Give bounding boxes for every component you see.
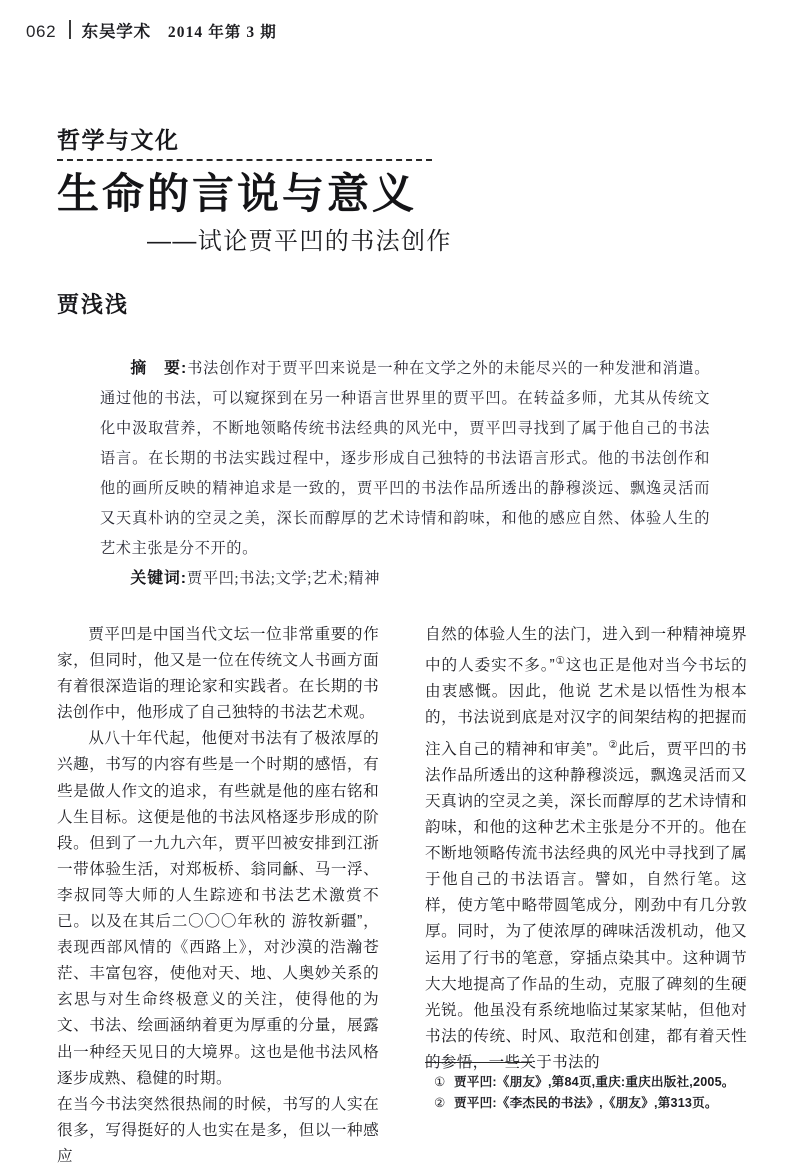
section-kicker: 哲学与文化 <box>57 127 180 153</box>
footnote-item <box>425 1093 747 1114</box>
abstract-block <box>100 354 710 594</box>
paragraph-segment: 这也正是他对当今书坛的由衷感慨。因此，他说 艺术是以悟性为根本的，书法说到底是对汉字的间架结构的把握而注入自己的精神和审美”。 <box>425 657 747 758</box>
page-folio: 062 <box>26 22 57 41</box>
journal-name: 东吴学术 <box>81 23 151 41</box>
abstract-text: 书法创作对于贾平凹来说是一种在文学之外的未能尽兴的一种发泄和消遣。通过他的书法，可以窥探到在另一种语言世界里的贾平凹。在转益多师，尤其从传统文化中汲取营养，不断地领略传统书法经典的风光中，贾平凹寻找到了属于他自己的书法语言。在长期的书法实践过程中，逐步形成自己独特的书法语言形式。他的书法创作和他的画所反映的精神追求是一致的，贾平凹的书法作品所透出的静穆淡远、飘逸灵活而又天真朴讷的空灵之美，深长而醇厚的艺术诗情和韵味，和他的感应自然、体验人生的艺术主张是分不开的。 <box>100 360 710 557</box>
paragraph: 从八十年代起，他便对书法有了极浓厚的兴趣，书写的内容有些是一个时期的感悟，有些是做人作文的追求，有些就是他的座右铭和人生目标。这便是他的书法风格逐步形成的阶段。但到了一九九六年，贾平凹被安排到江浙一带体验生活，对郑板桥、翁同龢、马一浮、李叔同等大师的人生踪迹和书法艺术激赏不已。以及在其后二〇〇〇年秋的 游牧新疆”，表现西部风情的《西路上》，对沙漠的浩瀚苍茫、丰富包容，使他对天、地、人奥妙关系的玄思与对生命终极意义的关注，使得他的为文、书法、绘画涵纳着更为厚重的分量，展露出一种经天见日的大境界。这也是他书法风格逐步成熟、稳健的时期。 <box>57 730 379 1087</box>
footnotes-block <box>425 1062 747 1114</box>
footnote-reference-1[interactable]: ① <box>555 655 566 668</box>
footnote-separator-rule <box>425 1062 532 1063</box>
footnote-reference-2[interactable]: ② <box>608 738 619 751</box>
footnote-marker: ① <box>434 1075 446 1089</box>
paragraph <box>425 622 747 1076</box>
right-column <box>425 622 747 1076</box>
title-block <box>57 128 747 319</box>
paragraph: 贾平凹是中国当代文坛一位非常重要的作家，但同时，他又是一位在传统文人书画方面有着很深造诣的理论家和实践者。在长期的书法创作中，他形成了自己独特的书法艺术观。 <box>57 626 379 722</box>
issue-label: 2014 年第 3 期 <box>167 24 277 41</box>
abstract-paragraph <box>100 354 710 564</box>
author-name: 贾浅浅 <box>57 292 130 318</box>
abstract-label: 摘 要: <box>130 360 188 377</box>
keywords-text: 贾平凹;书法;文学;艺术;精神 <box>187 570 380 587</box>
keywords-label: 关键词: <box>130 570 188 587</box>
footnote-marker: ② <box>434 1096 446 1110</box>
footnote-text: 贾平凹:《朋友》,第84页,重庆:重庆出版社,2005。 <box>454 1075 735 1089</box>
running-head-divider <box>69 20 71 39</box>
page-subtitle: ——试论贾平凹的书法创作 <box>147 227 452 255</box>
kicker-dashed-rule <box>57 159 432 161</box>
keywords-paragraph <box>100 564 710 594</box>
left-column <box>57 622 379 1170</box>
footnote-item <box>425 1072 747 1093</box>
footnote-text: 贾平凹:《李杰民的书法》,《朋友》,第313页。 <box>454 1096 718 1110</box>
running-head <box>26 18 277 42</box>
paragraph-segment: 此后，贾平凹的书法作品所透出的这种静穆淡远，飘逸灵活而又天真讷的空灵之美，深长而醇厚的艺术诗情和韵味，和他的这种艺术主张是分不开的。他在不断地领略传流书法经典的风光中寻找到了属于他自己的书法语言。譬如，自然行笔。这样，使方笔中略带圆笔成分，刚劲中有几分敦厚。同时，为了使浓厚的碑味活泼机动，他又运用了行书的笔意，穿插点染其中。这种调节大大地提高了作品的生动，克服了碑刻的生硬光锐。他虽没有系统地临过某家某帖，但他对书法的传统、时风、取范和创建，都有着天性的参悟，一些关于书法的 <box>425 740 747 1071</box>
paragraph: 在当今书法突然很热闹的时候，书写的人实在很多，写得挺好的人也实在是多，但以一种感应 <box>57 1095 379 1165</box>
page-title: 生命的言说与意义 <box>57 170 418 218</box>
paragraph-segment: 自然的体验人生的法门，进入到一种精神境界中的人委实不多。” <box>425 626 747 675</box>
